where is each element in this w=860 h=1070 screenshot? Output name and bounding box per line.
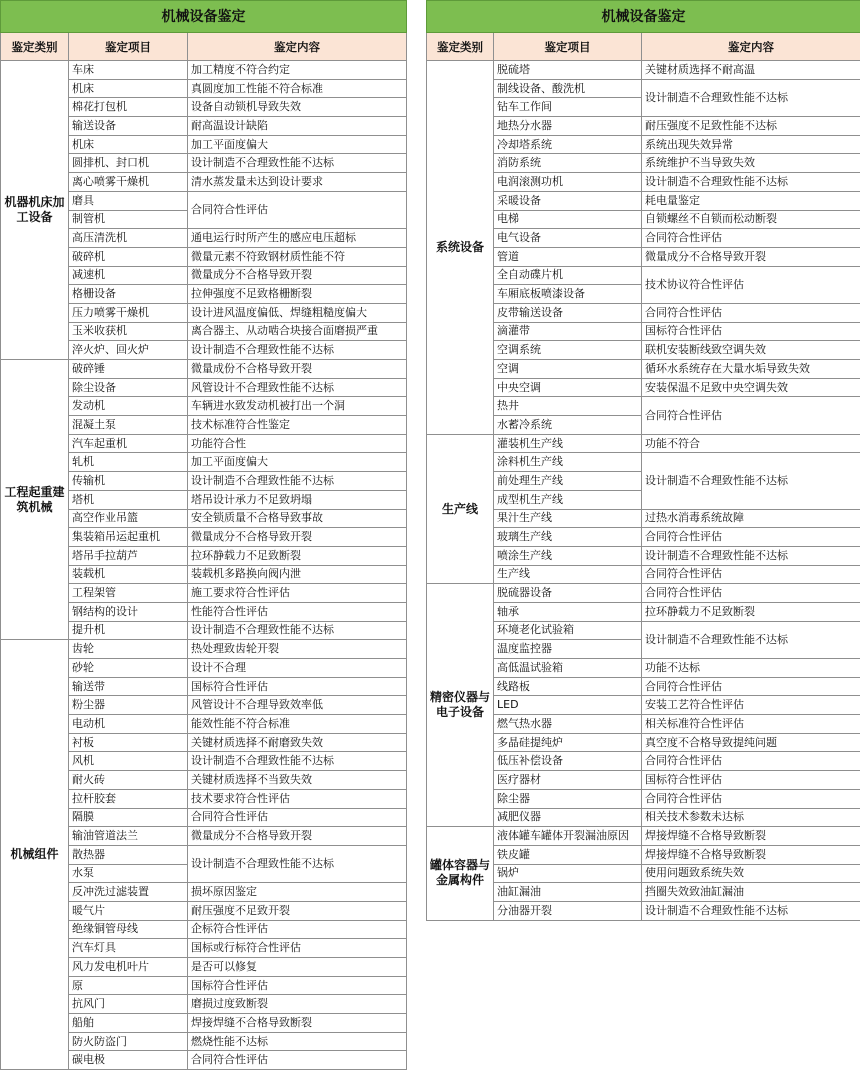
item-cell: 前处理生产线 xyxy=(494,472,642,491)
item-cell: 轧机 xyxy=(69,453,188,472)
content-cell: 是否可以修复 xyxy=(188,958,407,977)
content-cell: 功能不符合 xyxy=(642,434,860,453)
table-row xyxy=(427,827,860,846)
left-table-body xyxy=(1,1,407,1070)
item-cell: 环境老化试验箱 xyxy=(494,621,642,640)
item-cell: 生产线 xyxy=(494,565,642,584)
left-header-category: 鉴定类别 xyxy=(1,33,69,61)
item-cell: 热井 xyxy=(494,397,642,416)
table-row xyxy=(1,360,407,379)
content-cell: 焊接焊缝不合格导致断裂 xyxy=(188,1014,407,1033)
right-header-category: 鉴定类别 xyxy=(427,33,494,61)
content-cell: 技术要求符合性评估 xyxy=(188,789,407,808)
item-cell: 离心喷雾干燥机 xyxy=(69,173,188,192)
content-cell: 设备自动锁机导致失效 xyxy=(188,98,407,117)
content-cell: 离合器主、从动啮合块接合面磨损严重 xyxy=(188,322,407,341)
left-header-item: 鉴定项目 xyxy=(69,33,188,61)
item-cell: 高低温试验箱 xyxy=(494,659,642,678)
content-cell: 加工精度不符合约定 xyxy=(188,61,407,80)
table-row xyxy=(427,434,860,453)
content-cell: 使用问题致系统失效 xyxy=(642,864,860,883)
item-cell: 暖气片 xyxy=(69,901,188,920)
content-cell: 合同符合性评估 xyxy=(642,789,860,808)
content-cell: 设计制造不合理致性能不达标 xyxy=(642,621,860,658)
item-cell: 消防系统 xyxy=(494,154,642,173)
item-cell: 集装箱吊运起重机 xyxy=(69,528,188,547)
content-cell: 设计制造不合理致性能不达标 xyxy=(188,341,407,360)
item-cell: 工程架管 xyxy=(69,584,188,603)
content-cell: 设计进风温度偏低、焊缝粗糙度偏大 xyxy=(188,303,407,322)
left-table-title-row xyxy=(1,1,407,33)
item-cell: 棉花打包机 xyxy=(69,98,188,117)
item-cell: 电动机 xyxy=(69,715,188,734)
right-appraisal-table xyxy=(426,0,860,921)
left-table-header-row xyxy=(1,33,407,61)
item-cell: 反冲洗过滤装置 xyxy=(69,883,188,902)
item-cell: 空调 xyxy=(494,360,642,379)
content-cell: 合同符合性评估 xyxy=(642,229,860,248)
item-cell: 空调系统 xyxy=(494,341,642,360)
content-cell: 设计制造不合理致性能不达标 xyxy=(188,472,407,491)
item-cell: 船舶 xyxy=(69,1014,188,1033)
item-cell: 输送带 xyxy=(69,677,188,696)
content-cell: 安全锁质量不合格导致事故 xyxy=(188,509,407,528)
right-table-title-row xyxy=(427,1,860,33)
item-cell: 钢结构的设计 xyxy=(69,602,188,621)
content-cell: 焊接焊缝不合格导致断裂 xyxy=(642,845,860,864)
item-cell: 玉米收获机 xyxy=(69,322,188,341)
content-cell: 拉环静载力不足致断裂 xyxy=(642,602,860,621)
content-cell: 循环水系统存在大量水垢导致失效 xyxy=(642,360,860,379)
left-header-content: 鉴定内容 xyxy=(188,33,407,61)
content-cell: 塔吊设计承力不足致坍塌 xyxy=(188,490,407,509)
category-cell: 机器机床加工设备 xyxy=(1,61,69,360)
category-cell: 生产线 xyxy=(427,434,494,584)
item-cell: 塔机 xyxy=(69,490,188,509)
category-cell: 机械组件 xyxy=(1,640,69,1070)
content-cell: 设计制造不合理致性能不达标 xyxy=(642,546,860,565)
content-cell: 国标符合性评估 xyxy=(642,771,860,790)
item-cell: 地热分水器 xyxy=(494,117,642,136)
content-cell: 磨损过度致断裂 xyxy=(188,995,407,1014)
item-cell: 绝缘铜管母线 xyxy=(69,920,188,939)
item-cell: 钻车工作间 xyxy=(494,98,642,117)
item-cell: 冷却塔系统 xyxy=(494,135,642,154)
item-cell: 液体罐车罐体开裂漏油原因 xyxy=(494,827,642,846)
item-cell: 高空作业吊篮 xyxy=(69,509,188,528)
content-cell: 清水蒸发量未达到设计要求 xyxy=(188,173,407,192)
item-cell: 传输机 xyxy=(69,472,188,491)
content-cell: 真圆度加工性能不符合标准 xyxy=(188,79,407,98)
content-cell: 拉环静载力不足致断裂 xyxy=(188,546,407,565)
item-cell: 装载机 xyxy=(69,565,188,584)
item-cell: 耐火砖 xyxy=(69,771,188,790)
table-row xyxy=(1,640,407,659)
category-cell: 精密仪器与电子设备 xyxy=(427,584,494,827)
content-cell: 微量成份不合格导致开裂 xyxy=(188,360,407,379)
content-cell: 拉伸强度不足致格栅断裂 xyxy=(188,285,407,304)
item-cell: LED xyxy=(494,696,642,715)
content-cell: 加工平面度偏大 xyxy=(188,453,407,472)
right-table-header-row xyxy=(427,33,860,61)
content-cell: 合同符合性评估 xyxy=(642,752,860,771)
content-cell: 设计制造不合理致性能不达标 xyxy=(642,173,860,192)
item-cell: 除尘器 xyxy=(494,789,642,808)
item-cell: 散热器 xyxy=(69,845,188,864)
content-cell: 能效性能不符合标准 xyxy=(188,715,407,734)
item-cell: 电梯 xyxy=(494,210,642,229)
content-cell: 通电运行时所产生的感应电压超标 xyxy=(188,229,407,248)
content-cell: 技术协议符合性评估 xyxy=(642,266,860,303)
content-cell: 设计制造不合理致性能不达标 xyxy=(188,621,407,640)
content-cell: 焊接焊缝不合格导致断裂 xyxy=(642,827,860,846)
content-cell: 真空度不合格导致提纯问题 xyxy=(642,733,860,752)
item-cell: 涂料机生产线 xyxy=(494,453,642,472)
item-cell: 管道 xyxy=(494,247,642,266)
content-cell: 耗电量鉴定 xyxy=(642,191,860,210)
item-cell: 灌装机生产线 xyxy=(494,434,642,453)
table-row xyxy=(427,61,860,80)
content-cell: 性能符合性评估 xyxy=(188,602,407,621)
content-cell: 微量成分不合格导致开裂 xyxy=(188,827,407,846)
table-row xyxy=(1,61,407,80)
content-cell: 联机安装断线致空调失效 xyxy=(642,341,860,360)
content-cell: 设计制造不合理致性能不达标 xyxy=(188,845,407,882)
content-cell: 合同符合性评估 xyxy=(642,303,860,322)
content-cell: 微量成分不合格导致开裂 xyxy=(188,528,407,547)
item-cell: 车厢底板喷漆设备 xyxy=(494,285,642,304)
content-cell: 车辆进水致发动机被打出一个洞 xyxy=(188,397,407,416)
right-table-title: 机械设备鉴定 xyxy=(427,1,860,33)
content-cell: 设计制造不合理致性能不达标 xyxy=(188,752,407,771)
item-cell: 电润滚测功机 xyxy=(494,173,642,192)
content-cell: 微量成分不合格导致开裂 xyxy=(188,266,407,285)
item-cell: 原 xyxy=(69,976,188,995)
content-cell: 系统出现失效异常 xyxy=(642,135,860,154)
item-cell: 减肥仪器 xyxy=(494,808,642,827)
table-row xyxy=(427,584,860,603)
item-cell: 混凝土泵 xyxy=(69,416,188,435)
item-cell: 线路板 xyxy=(494,677,642,696)
item-cell: 格栅设备 xyxy=(69,285,188,304)
item-cell: 机床 xyxy=(69,135,188,154)
item-cell: 风机 xyxy=(69,752,188,771)
item-cell: 齿轮 xyxy=(69,640,188,659)
item-cell: 压力喷雾干燥机 xyxy=(69,303,188,322)
item-cell: 温度监控器 xyxy=(494,640,642,659)
content-cell: 合同符合性评估 xyxy=(642,677,860,696)
right-header-item: 鉴定项目 xyxy=(494,33,642,61)
content-cell: 装载机多路换向阀内泄 xyxy=(188,565,407,584)
content-cell: 设计制造不合理致性能不达标 xyxy=(642,453,860,509)
item-cell: 脱硫器设备 xyxy=(494,584,642,603)
item-cell: 高压清洗机 xyxy=(69,229,188,248)
content-cell: 技术标准符合性鉴定 xyxy=(188,416,407,435)
item-cell: 除尘设备 xyxy=(69,378,188,397)
content-cell: 国标符合性评估 xyxy=(188,677,407,696)
item-cell: 碳电极 xyxy=(69,1051,188,1070)
content-cell: 设计制造不合理致性能不达标 xyxy=(188,154,407,173)
right-table-body xyxy=(427,1,860,921)
item-cell: 水蓄冷系统 xyxy=(494,416,642,435)
item-cell: 粉尘器 xyxy=(69,696,188,715)
content-cell: 相关技术参数未达标 xyxy=(642,808,860,827)
item-cell: 拉杆胶套 xyxy=(69,789,188,808)
category-cell: 工程起重建筑机械 xyxy=(1,360,69,640)
content-cell: 自锁螺丝不自锁而松动断裂 xyxy=(642,210,860,229)
item-cell: 成型机生产线 xyxy=(494,490,642,509)
item-cell: 中央空调 xyxy=(494,378,642,397)
category-cell: 罐体容器与金属构件 xyxy=(427,827,494,920)
content-cell: 国标符合性评估 xyxy=(642,322,860,341)
item-cell: 输油管道法兰 xyxy=(69,827,188,846)
content-cell: 加工平面度偏大 xyxy=(188,135,407,154)
item-cell: 医疗器材 xyxy=(494,771,642,790)
item-cell: 破碎锤 xyxy=(69,360,188,379)
content-cell: 设计制造不合理致性能不达标 xyxy=(642,79,860,116)
item-cell: 砂轮 xyxy=(69,659,188,678)
content-cell: 安装工艺符合性评估 xyxy=(642,696,860,715)
content-cell: 相关标准符合性评估 xyxy=(642,715,860,734)
item-cell: 滴灌带 xyxy=(494,322,642,341)
item-cell: 发动机 xyxy=(69,397,188,416)
item-cell: 衬板 xyxy=(69,733,188,752)
content-cell: 关键材质选择不耐高温 xyxy=(642,61,860,80)
item-cell: 玻璃生产线 xyxy=(494,528,642,547)
content-cell: 微量元素不符致钢材质性能不符 xyxy=(188,247,407,266)
item-cell: 燃气热水器 xyxy=(494,715,642,734)
content-cell: 合同符合性评估 xyxy=(188,1051,407,1070)
item-cell: 多晶硅提纯炉 xyxy=(494,733,642,752)
item-cell: 风力发电机叶片 xyxy=(69,958,188,977)
right-header-content: 鉴定内容 xyxy=(642,33,860,61)
item-cell: 喷涂生产线 xyxy=(494,546,642,565)
item-cell: 减速机 xyxy=(69,266,188,285)
item-cell: 汽车灯具 xyxy=(69,939,188,958)
content-cell: 关键材质选择不耐磨致失效 xyxy=(188,733,407,752)
item-cell: 分油器开裂 xyxy=(494,901,642,920)
content-cell: 设计制造不合理致性能不达标 xyxy=(642,901,860,920)
content-cell: 耐压强度不足致开裂 xyxy=(188,901,407,920)
item-cell: 油缸漏油 xyxy=(494,883,642,902)
item-cell: 电气设备 xyxy=(494,229,642,248)
content-cell: 挡圈失效致油缸漏油 xyxy=(642,883,860,902)
item-cell: 塔吊手拉葫芦 xyxy=(69,546,188,565)
content-cell: 合同符合性评估 xyxy=(188,808,407,827)
item-cell: 汽车起重机 xyxy=(69,434,188,453)
content-cell: 施工要求符合性评估 xyxy=(188,584,407,603)
content-cell: 合同符合性评估 xyxy=(642,397,860,434)
content-cell: 国标或行标符合性评估 xyxy=(188,939,407,958)
item-cell: 机床 xyxy=(69,79,188,98)
item-cell: 制线设备、酸洗机 xyxy=(494,79,642,98)
item-cell: 采暖设备 xyxy=(494,191,642,210)
item-cell: 抗风门 xyxy=(69,995,188,1014)
category-cell: 系统设备 xyxy=(427,61,494,435)
content-cell: 系统维护不当导致失效 xyxy=(642,154,860,173)
item-cell: 脱硫塔 xyxy=(494,61,642,80)
content-cell: 设计不合理 xyxy=(188,659,407,678)
item-cell: 制管机 xyxy=(69,210,188,229)
content-cell: 功能符合性 xyxy=(188,434,407,453)
item-cell: 皮带输送设备 xyxy=(494,303,642,322)
content-cell: 损坏原因鉴定 xyxy=(188,883,407,902)
item-cell: 淬火炉、回火炉 xyxy=(69,341,188,360)
item-cell: 轴承 xyxy=(494,602,642,621)
content-cell: 热处理致齿轮开裂 xyxy=(188,640,407,659)
item-cell: 提升机 xyxy=(69,621,188,640)
item-cell: 果汁生产线 xyxy=(494,509,642,528)
item-cell: 铁皮罐 xyxy=(494,845,642,864)
item-cell: 破碎机 xyxy=(69,247,188,266)
item-cell: 防火防盗门 xyxy=(69,1032,188,1051)
content-cell: 合同符合性评估 xyxy=(188,191,407,228)
content-cell: 合同符合性评估 xyxy=(642,565,860,584)
content-cell: 安装保温不足致中央空调失效 xyxy=(642,378,860,397)
item-cell: 水泵 xyxy=(69,864,188,883)
item-cell: 车床 xyxy=(69,61,188,80)
item-cell: 隔膜 xyxy=(69,808,188,827)
content-cell: 风管设计不合理致性能不达标 xyxy=(188,378,407,397)
content-cell: 耐高温设计缺陷 xyxy=(188,117,407,136)
content-cell: 微量成分不合格导致开裂 xyxy=(642,247,860,266)
content-cell: 功能不达标 xyxy=(642,659,860,678)
item-cell: 磨具 xyxy=(69,191,188,210)
content-cell: 耐压强度不足致性能不达标 xyxy=(642,117,860,136)
content-cell: 合同符合性评估 xyxy=(642,528,860,547)
item-cell: 输送设备 xyxy=(69,117,188,136)
content-cell: 风管设计不合理导致效率低 xyxy=(188,696,407,715)
item-cell: 锅炉 xyxy=(494,864,642,883)
item-cell: 圆排机、封口机 xyxy=(69,154,188,173)
left-table-title: 机械设备鉴定 xyxy=(1,1,407,33)
content-cell: 企标符合性评估 xyxy=(188,920,407,939)
content-cell: 国标符合性评估 xyxy=(188,976,407,995)
item-cell: 低压补偿设备 xyxy=(494,752,642,771)
content-cell: 过热水消毒系统故障 xyxy=(642,509,860,528)
content-cell: 关键材质选择不当致失效 xyxy=(188,771,407,790)
item-cell: 全自动碟片机 xyxy=(494,266,642,285)
left-appraisal-table xyxy=(0,0,406,1070)
content-cell: 合同符合性评估 xyxy=(642,584,860,603)
content-cell: 燃烧性能不达标 xyxy=(188,1032,407,1051)
